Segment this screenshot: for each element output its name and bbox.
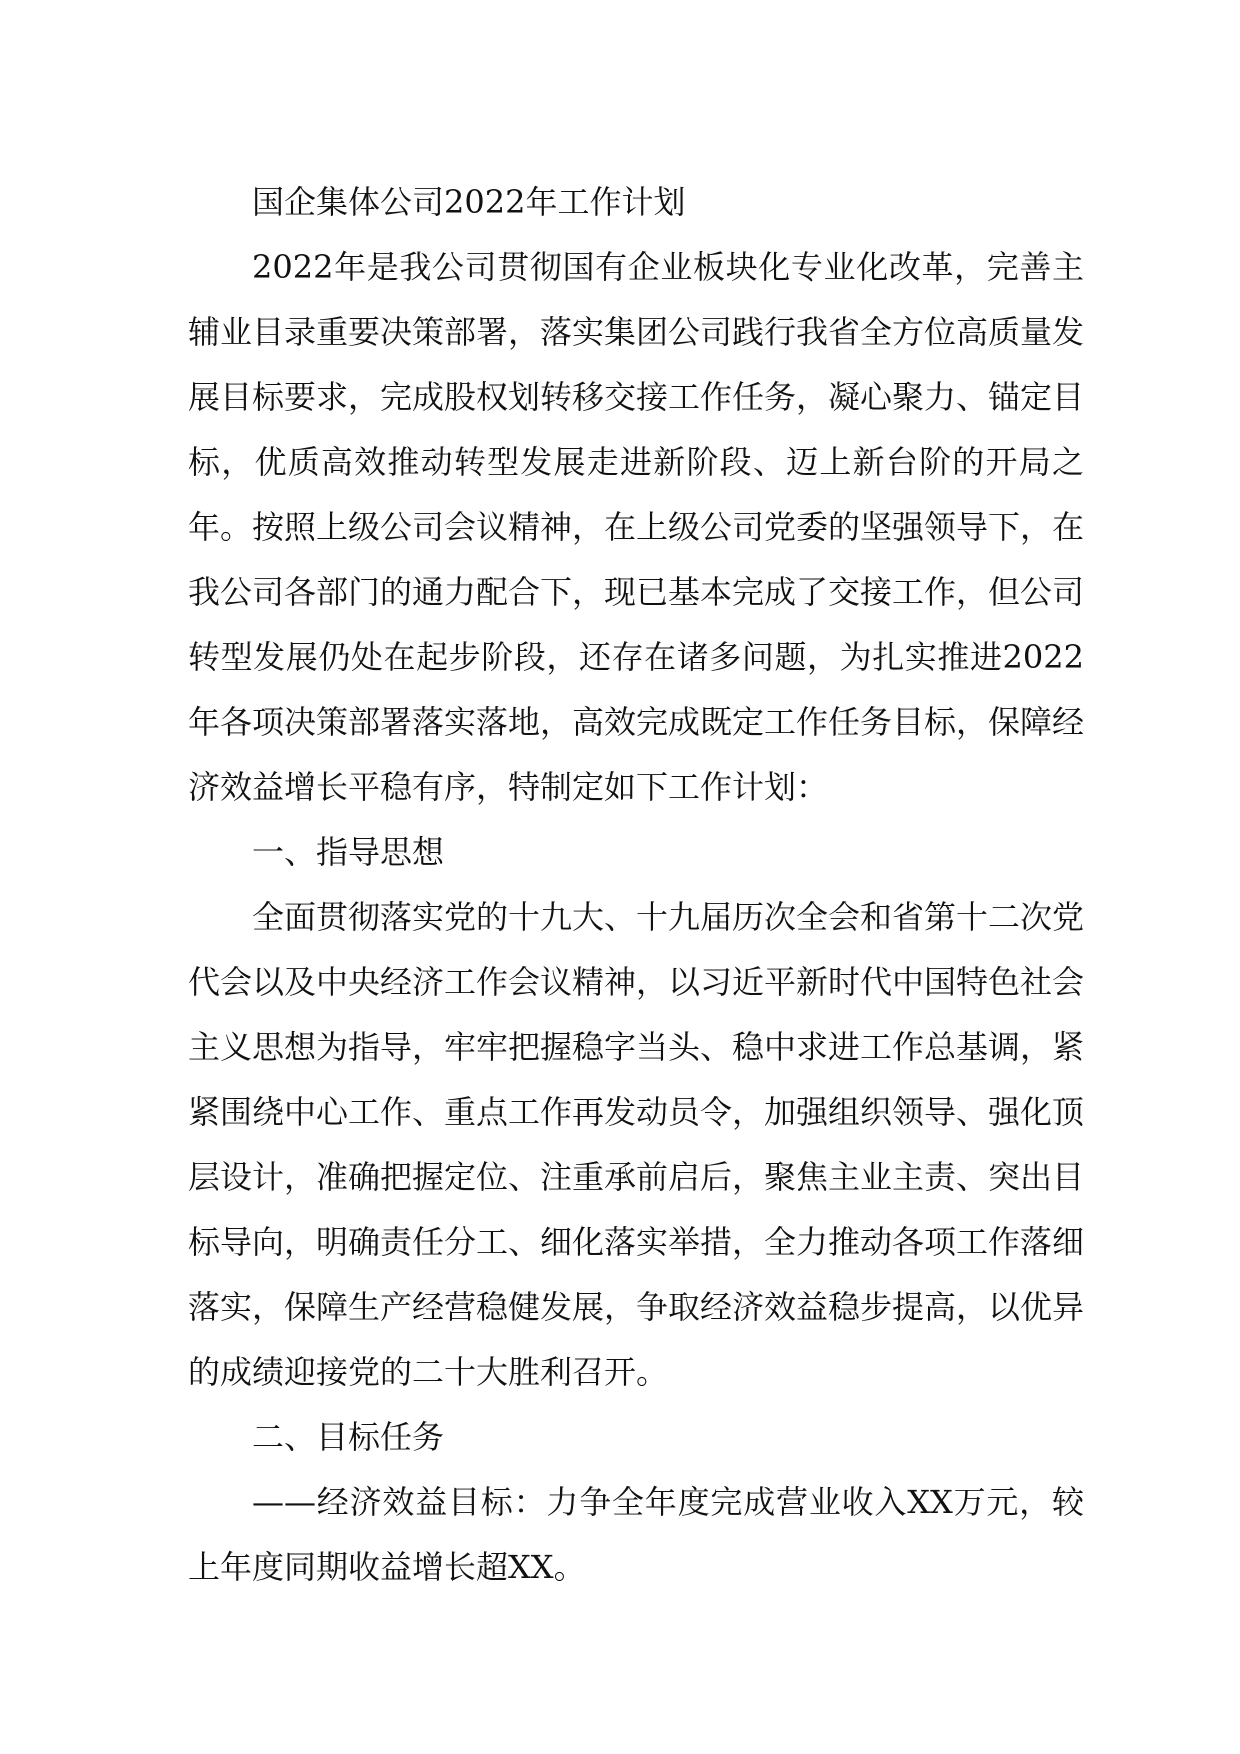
- economic-goal-paragraph: ——经济效益目标：力争全年度完成营业收入XX万元，较上年度同期收益增长超XX。: [188, 1483, 1084, 1586]
- document-title: 国企集体公司2022年工作计划: [252, 183, 686, 221]
- document-body: [188, 170, 1084, 1600]
- section-heading-goals-tasks: 二、目标任务: [252, 1418, 445, 1456]
- intro-paragraph: 2022年是我公司贯彻国有企业板块化专业化改革，完善主辅业目录重要决策部署，落实集团公司践行我省全方位高质量发展目标要求，完成股权划转移交接工作任务，凝心聚力、锚定目标，优质高效推动转型发展走进新阶段、迈上新台阶的开局之年。按照上级公司会议精神，在上级公司党委的坚强领导下，在我公司各部门的通力配合下，现已基本完成了交接工作，但公司转型发展仍处在起步阶段，还存在诸多问题，为扎实推进2022年各项决策部署落实落地，高效完成既定工作任务目标，保障经济效益增长平稳有序，特制定如下工作计划：: [188, 248, 1085, 806]
- guiding-ideology-paragraph: 全面贯彻落实党的十九大、十九届历次全会和省第十二次党代会以及中央经济工作会议精神，以习近平新时代中国特色社会主义思想为指导，牢牢把握稳字当头、稳中求进工作总基调，紧紧围绕中心工作、重点工作再发动员令，加强组织领导、强化顶层设计，准确把握定位、注重承前启后，聚焦主业主责、突出目标导向，明确责任分工、细化落实举措，全力推动各项工作落细落实，保障生产经营稳健发展，争取经济效益稳步提高，以优异的成绩迎接党的二十大胜利召开。: [188, 898, 1085, 1391]
- section-heading-guiding-ideology: 一、指导思想: [252, 833, 445, 871]
